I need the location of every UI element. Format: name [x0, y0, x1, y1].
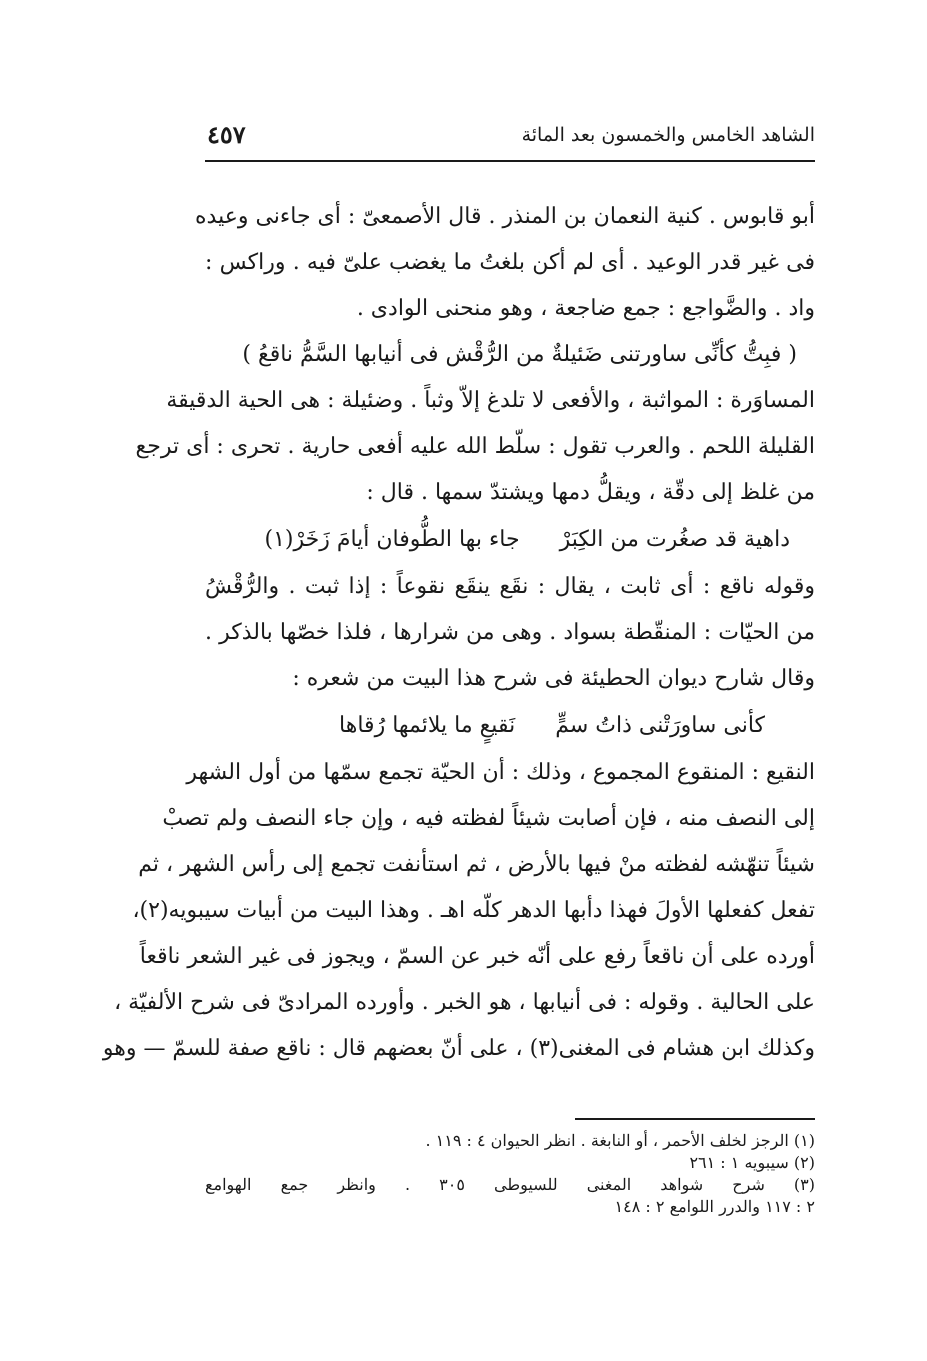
page-number: ٤٥٧: [207, 120, 246, 149]
footnote: (١) الرجز لخلف الأحمر ، أو النابغة . انظر الحيوان ٤ : ١١٩ .: [425, 1131, 815, 1150]
text-line: واد . والضَّواجع : جمع ضاجعة ، وهو منحنى الوادى .: [356, 296, 815, 321]
footnote-continuation: ٢ : ١١٧ والدرر اللوامع ٢ : ١٤٨: [614, 1197, 815, 1216]
text-line: شيئاً تنهّشه لفظته منْ فيها بالأرض ، ثم استأنفت تجمع إلى رأس الشهر ، ثم: [138, 852, 815, 877]
text-line: فى غير قدر الوعيد . أى لم أكن بلغتُ ما يغضب علىّ فيه . وراكس :: [205, 250, 815, 275]
text-line: من الحيّات : المنقّطة بسواد . وهى من شرارها ، فلذا خصّها بالذكر .: [205, 620, 815, 645]
text-line: النقيع : المنقوع المجموع ، وذلك : أن الحيّة تجمع سمّها من أول الشهر: [186, 760, 815, 785]
running-header: [205, 118, 815, 162]
verse-second-hemistich: نَقيعٍ ما يلائمها رُقاها: [339, 713, 516, 738]
verse-first-hemistich: داهية قد صغُرت من الكِبَرْ: [559, 527, 790, 552]
footnote-divider: [575, 1118, 815, 1120]
text-line: إلى النصف منه ، فإن أصابت شيئاً لفظته فيه ، وإن جاء النصف ولم تصبْ: [162, 806, 815, 831]
footnotes: [205, 1118, 815, 1218]
text-line: وكذلك ابن هشام فى المغنى(٣) ، على أنّ بعضهم قال : ناقع صفة للسمّ — وهو: [102, 1036, 815, 1061]
text-line: من غلظ إلى دقّة ، ويقلُّ دمها ويشتدّ سمها . قال :: [366, 480, 815, 505]
header-title: الشاهد الخامس والخمسون بعد المائة: [521, 124, 815, 146]
text-line: على الحالية . وقوله : فى أنيابها ، هو الخبر . وأورده المرادىّ فى شرح الألفيّة ،: [114, 990, 815, 1015]
text-line: أورده على أن ناقعاً رفع على أنّه خبر عن السمّ ، ويجوز فى غير الشعر ناقعاً: [139, 944, 815, 969]
text-line: تفعل كفعلها الأولَ فهذا دأبها الدهر كلّه اهـ . وهذا البيت من أبيات سيبويه(٢)،: [132, 898, 815, 923]
verse-hutayah: [205, 702, 815, 750]
footnote: (٣) شرح شواهد المغنى للسيوطى ٣٠٥ . وانظر جمع الهوامع: [205, 1175, 816, 1194]
text-line: المساوَرة : المواثبة ، والأفعى لا تلدغ إلاّ وثباً . وضئيلة : هى الحية الدقيقة: [166, 388, 815, 413]
body-text: [102, 194, 815, 1072]
footnote: (٢) سيبويه ١ : ٢٦١: [689, 1153, 815, 1172]
text-line: القليلة اللحم . والعرب تقول : سلّط الله عليه أفعى حارية . تحرى : أى ترجع: [135, 434, 815, 459]
book-page: [102, 118, 816, 1258]
text-line: وقوله ناقع : أى ثابت ، يقال : نقَع ينقَع نقوعاً : إذا ثبت . والرُّقْشُ: [205, 574, 815, 599]
verse-first-hemistich: كأنى ساورَتْنى ذاتُ سمٍّ: [555, 713, 765, 738]
text-line: أبو قابوس . كنية النعمان بن المنذر . قال الأصمعىّ : أى جاءنى وعيده: [195, 204, 815, 229]
verse-rajaz: [205, 516, 815, 564]
verse-second-hemistich: جاء بها الطُّوفان أيامَ زَخَرْ(١): [264, 527, 520, 552]
text-line: وقال شارح ديوان الحطيئة فى شرح هذا البيت من شعره :: [292, 666, 815, 691]
verse-quote-line: ( فبِتُّ كأنِّى ساورتنى ضَئيلةٌ من الرُّقْش فى أنيابها السَّمُّ ناقعُ ): [242, 342, 797, 367]
